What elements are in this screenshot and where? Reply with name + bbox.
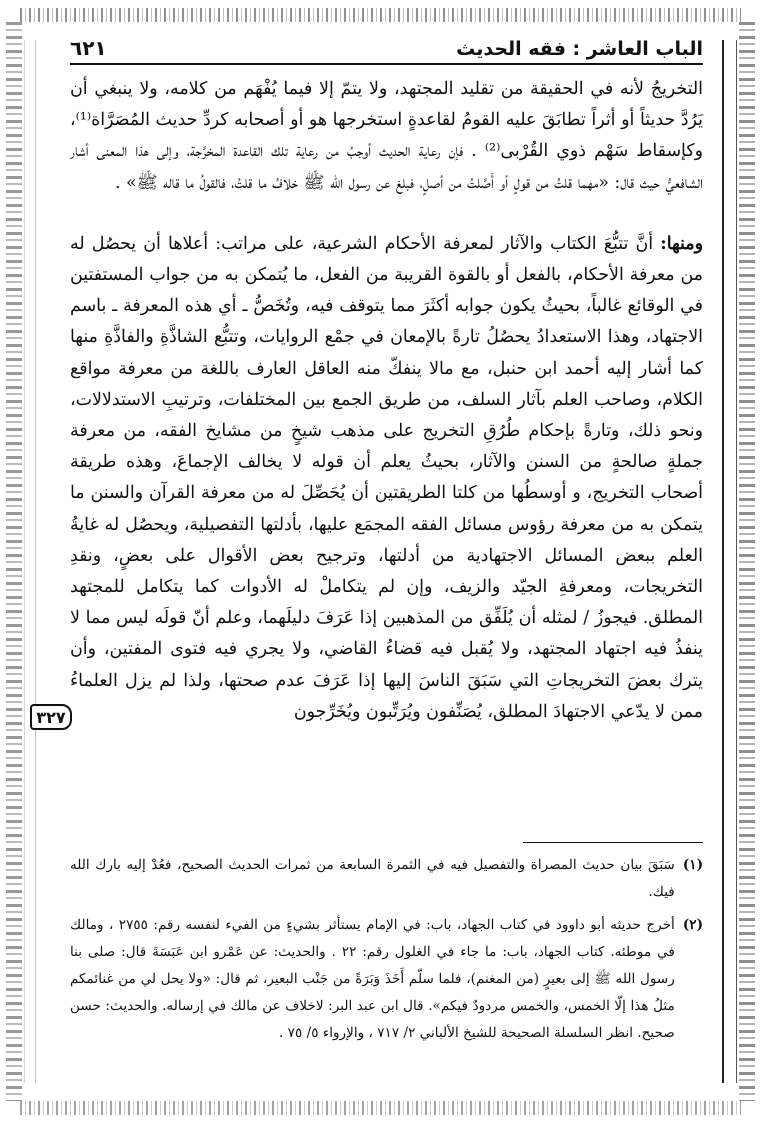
ornamental-column-left bbox=[24, 40, 36, 1083]
paragraph-2-text: أنَّ تتبُّعَ الكتاب والآثار لمعرفة الأحكام الشرعية، على مراتب: أعلاها أن يحصُل له من معرفة الأحكام، بالفعل أو بالقوة القريبة من الفعل، ما يُتمكن به من جواب المستفتين في الوقائع غالباً، بحيثُ يكون جوابه أكثَرَ مما يتوقف فيه، وتُخَصُّ ـ أي هذه المعرفة ـ باسم الاجتهاد، وهذا الاستعدادُ يحصُلُ تارةً بالإمعان في جمْع الروايات، وتتبُّع الشاذَّةِ والفاذَّةِ منها كما أشار إليه أحمد ابن حنبل، مع مالا ينفكّ منه العاقل العارف باللغة من معرفة مواقع الكلام، وصاحب العلم بآثار السلف، من طريق الجمع بين المختلفات، وترتيبِ الاستدلالات، ونحو ذلك، وتارةً بإحكام طُرُقِ التخريج على مذهب شيخٍ من مشايخ الفقه، من معرفة جملةٍ صالحةٍ من السنن والآثار، بحيثُ يعلم أن قوله لا يخالف الإجماعَ، وهذه طريقة أصحاب التخريج، و أوسطُها من كلتا الطريقتين أن يُحَصِّلَ له من معرفة القرآن والسنن ما يتمكن به من معرفة رؤوس مسائل الفقه المجمَع عليها، بأدلتها التفصيلية، ويحصُل له غايةُ العلم ببعض المسائل الاجتهادية من أدلتها، وترجيح بعض الأقوال على بعضٍ، ونقدِ التخريجات، ومعرفةِ الجيّد والزيف، وإن لم يتكاملْ له الأدوات كما يتكامل للمجتهد المطلق. فيجوزُ / لمثله أن يُلَفِّق من المذهبين إذا عَرَفَ دليلَهما، وعلم أنّ قولَه ليس مما لا ينفذُ فيه اجتهاد المجتهد، ولا يُقبل فيه قضاءُ القاضي، ولا يجري فيه فتوى المفتين، وأن يترك بعضَ التخريجاتِ التي سَبَقَ الناسَ إليها إذا عَرَفَ عدم صحتها، ولذا لم يزل العلماءُ ممن لا يدّعي الاجتهادَ المطلق، يُصَنِّفون ويُرَتِّبون ويُخَرِّجون bbox=[70, 233, 704, 722]
ornamental-border-top bbox=[20, 8, 741, 22]
page-header bbox=[70, 30, 703, 65]
main-text bbox=[70, 74, 703, 728]
ornamental-border-bottom bbox=[20, 1101, 741, 1115]
paragraph-gap bbox=[70, 199, 703, 229]
footnote-text: أخرج حديثه أبو داوود في كتاب الجهاد، باب: في الإمام يستأثر بشيءٍ من الفيء لنفسه رقم: ٢٧٥٥ ، ومالك في موطئه. كتاب الجهاد، باب: ما جاء في الغلول رقم: ٢٢ . والحديث: عن عَمْرو ابن عَبَسَةَ قال: صلى بنا رسول الله ﷺ إلى بعيرٍ (من المغنم)، فلما سلّم أَخَذَ وَبَرَةً من جَنْب البعير، ثم قال: «ولا يحل لي من غنائمكم مثلُ هذا إلّا الخمس، والخمس مردودٌ فيكم». قال ابن عبد البر: لاخلاف عن مالك في إرساله. والحديث: حسن صحيح. انظر السلسلة الصحيحة للشيخ الألباني ٢/ ٧١٧ ، والإرواء ٥/ ٧٥ . bbox=[70, 917, 675, 1041]
paragraph-2 bbox=[70, 229, 703, 728]
ornamental-border-right bbox=[739, 22, 755, 1101]
chapter-title: الباب العاشر : فقه الحديث bbox=[456, 38, 703, 60]
margin-reference-number: ٣٢٧ bbox=[30, 704, 72, 730]
footnote-1 bbox=[70, 852, 703, 906]
page-number: ٦٢١ bbox=[70, 36, 107, 60]
ornamental-column-right bbox=[722, 40, 737, 1083]
footnotes bbox=[70, 852, 703, 1053]
ornamental-border-left bbox=[6, 22, 22, 1101]
footnote-2 bbox=[70, 912, 703, 1047]
paragraph-2-lead: ومنها: bbox=[660, 233, 703, 254]
footnote-number: (١) bbox=[682, 857, 703, 873]
footnote-number: (٢) bbox=[682, 917, 703, 933]
footnote-divider bbox=[523, 842, 703, 843]
footnote-text: سَبَقَ بيان حديث المصراة والتفصيل فيه في الثمرة السابعة من ثمرات الحديث الصحيح، فعُدْ إليه بارك الله فيك. bbox=[70, 857, 675, 900]
paragraph-1: التخريجُ لأنه في الحقيقة من تقليد المجتهد، ولا يتمّ إلا فيما يُفْهَم من كلامه، ولا ينبغي أن يَرُدَّ حديثاً أو أثراً تطابَقَ عليه القومُ لقاعدةٍ استخرجها هو أو أصحابه كردِّ حديث المُصَرَّاة⁽¹⁾، وكإسقاط سَهْم ذوي القُرْبى⁽²⁾ . فإن رعاية الحديث أوجبُ من رعاية تلك القاعدة المخرَّجة، وإلى هذا المعنى أشار الشافعيُّ حيث قال: «مهما قلتُ من قولٍ أو أَصَّلتُ من أصلٍ، فبلغ عن رسول الله ﷺ خلافُ ما قلتُ، فالقولُ ما قاله ﷺ» . bbox=[70, 79, 703, 193]
